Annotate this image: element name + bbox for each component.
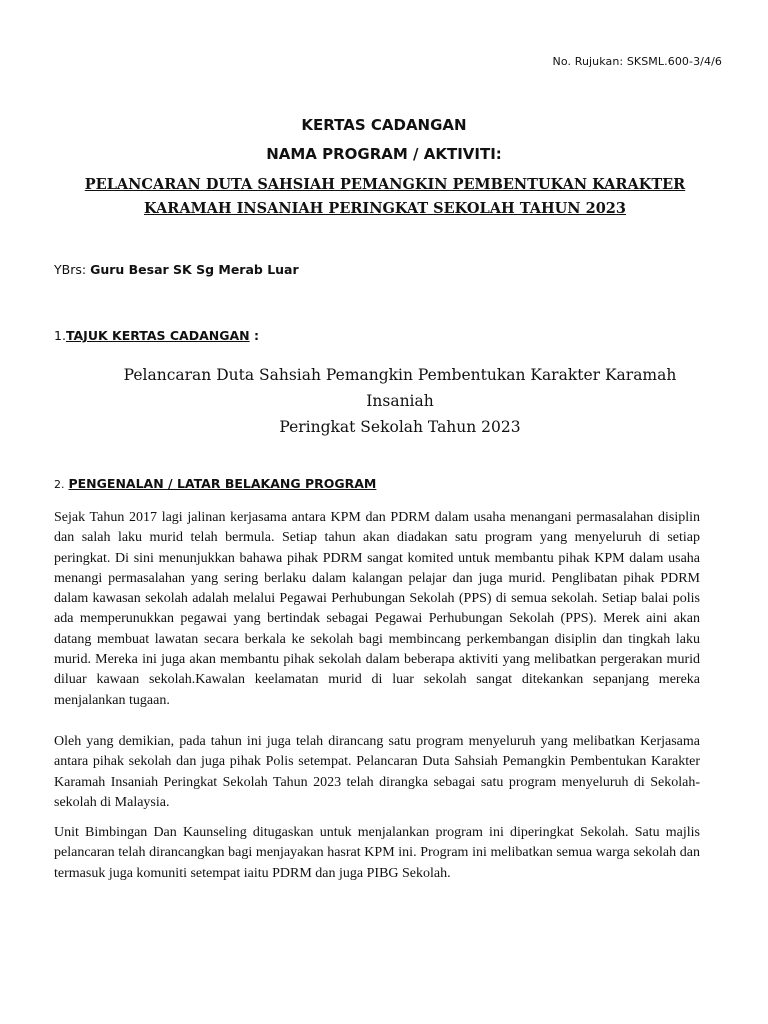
section-1-title: TAJUK KERTAS CADANGAN — [65, 328, 250, 343]
document-heading: KERTAS CADANGAN — [301, 116, 467, 134]
paragraph-unit: Unit Bimbingan Dan Kaunseling ditugaskan untuk menjalankan program ini diperingkat Sekolah. Satu majlis pelancaran telah dirancangkan bagi menjayakan hasrat KPM ini. Program ini melibatkan semua warga sekolah dan termasuk juga komuniti setempat iaitu PDRM dan juga PIBG Sekolah. — [54, 825, 700, 881]
section-1-suffix: : — [249, 328, 259, 343]
program-title — [60, 173, 710, 221]
proposal-title-line-1: Pelancaran Duta Sahsiah Pemangkin Pembentukan Karakter Karamah Insaniah — [123, 366, 677, 410]
addressee-name: Guru Besar SK Sg Merab Luar — [90, 262, 299, 277]
section-2-number: 2. — [54, 478, 65, 491]
addressee-label: YBrs: — [54, 262, 87, 277]
section-2-heading — [54, 476, 376, 491]
addressee — [54, 262, 299, 277]
program-title-line-2: KARAMAH INSANIAH PERINGKAT SEKOLAH TAHUN 2023 — [144, 200, 626, 217]
section-1-number: 1. — [54, 328, 66, 343]
proposal-title-line-2: Peringkat Sekolah Tahun 2023 — [279, 418, 521, 436]
proposal-title — [90, 362, 710, 440]
section-2-title: PENGENALAN / LATAR BELAKANG PROGRAM — [68, 476, 377, 491]
paragraph-program: Oleh yang demikian, pada tahun ini juga telah dirancang satu program menyeluruh yang melibatkan Kerjasama antara pihak sekolah dan juga pihak Polis setempat. Pelancaran Duta Sahsiah Pemangkin Pembentukan Karakter Karamah Insaniah Peringkat Sekolah Tahun 2023 telah dirangka sebagai satu program menyeluruh di Sekolah-sekolah di Malaysia. — [54, 734, 700, 810]
reference-number: No. Rujukan: SKSML.600-3/4/6 — [552, 55, 722, 68]
paragraph-background: Sejak Tahun 2017 lagi jalinan kerjasama antara KPM dan PDRM dalam usaha menangani permasalahan disiplin dan salah laku murid telah bermula. Setiap tahun akan diadakan satu program yang menyeluruh di setiap peringkat. Di sini menunjukkan bahawa pihak PDRM sangat komited untuk membantu pihak KPM dalam usaha menangi permasalahan yang sering berlaku dalam kalangan pelajar dan juga murid. Penglibatan pihak PDRM dalam kawasan sekolah adalah melalui Pegawai Perhubungan Sekolah (PPS) di semua sekolah. Setiap balai polis ada memperunukkan pegawai yang bertindak sebagai Pegawai Perhubungan Sekolah (PPS). Merek aini akan datang membuat lawatan secara berkala ke sekolah bagi membincang perkembangan disiplin dan tingkah laku murid. Mereka ini juga akan membantu pihak sekolah dalam beberapa aktiviti yang melibatkan pergerakan murid diluar kawaan sekolah.Kawalan keelamatan murid di luar sekolah sangat ditekankan sepanjang mereka menjalankan tugaan. — [54, 510, 700, 708]
program-title-line-1: PELANCARAN DUTA SAHSIAH PEMANGKIN PEMBENTUKAN KARAKTER — [84, 176, 686, 193]
section-1-heading — [54, 328, 259, 343]
program-name-label: NAMA PROGRAM / AKTIVITI: — [266, 145, 502, 163]
